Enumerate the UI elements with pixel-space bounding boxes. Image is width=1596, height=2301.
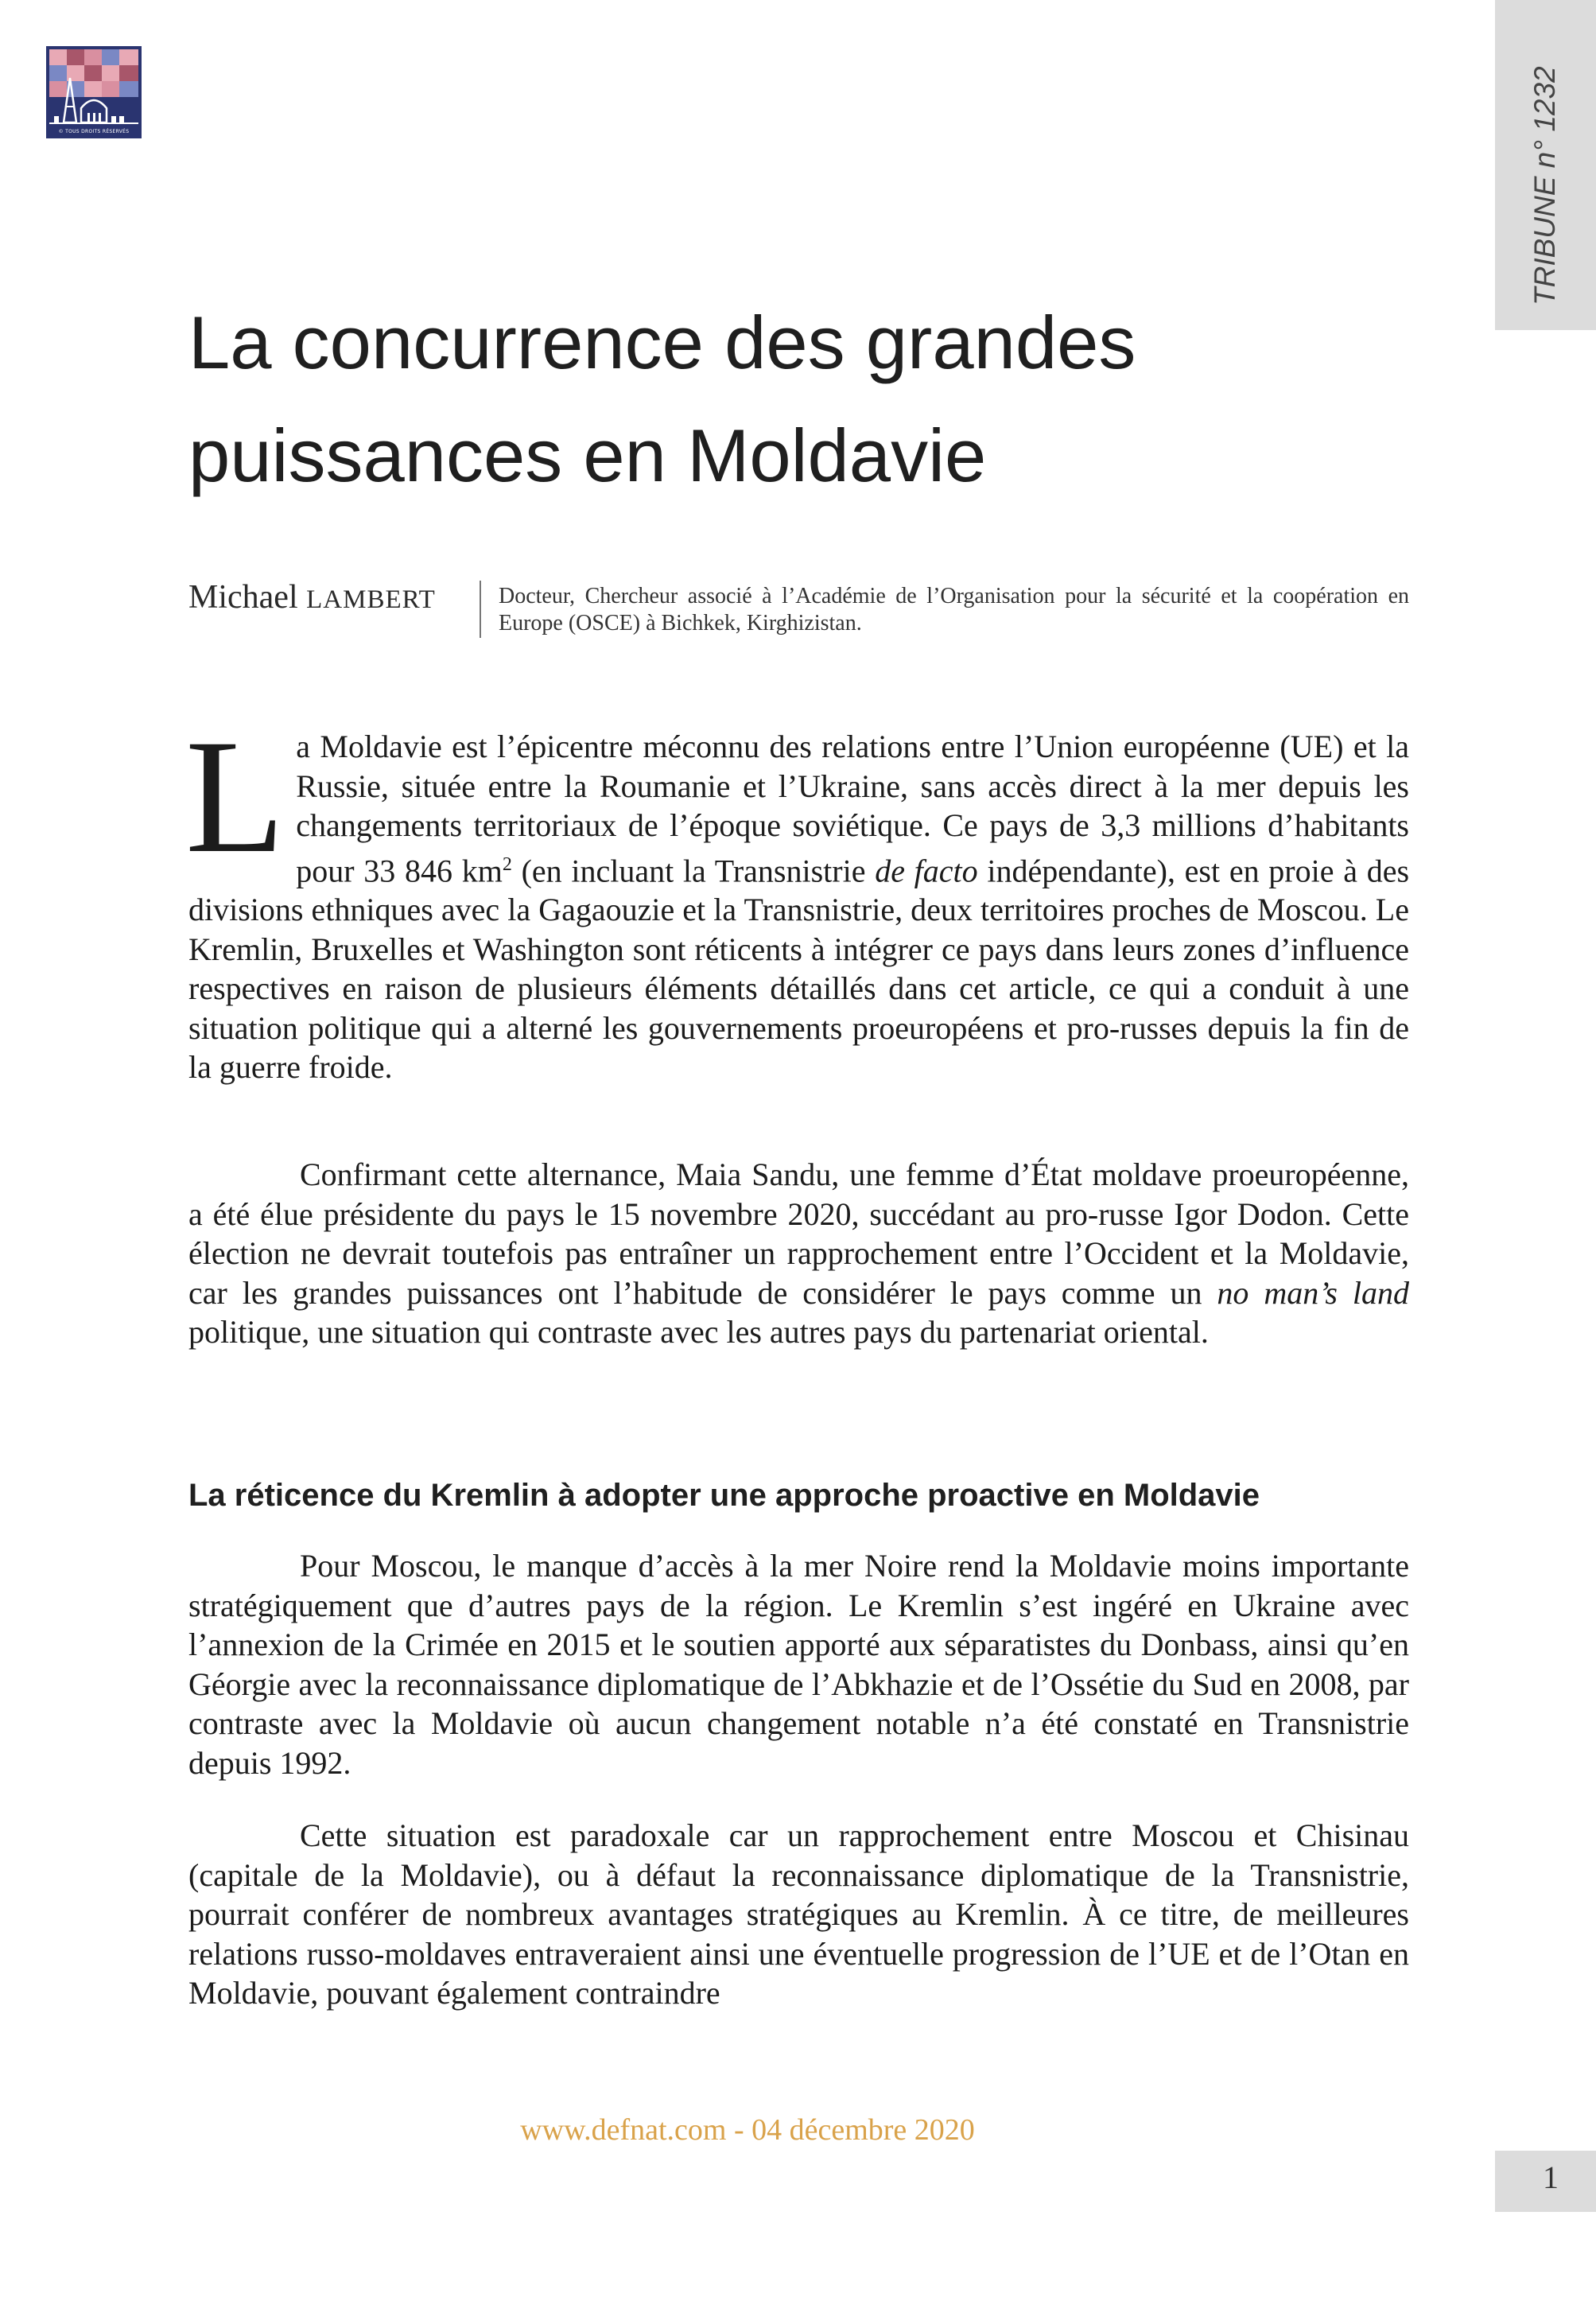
paragraph-1-text-c: indépendante), est en proie à des divisions ethniques avec la Gagaouzie et la Transnistrie, deux territoires proches de Moscou. Le Kremlin, Bruxelles et Washington sont réticents à intégrer ce pays dans leurs zones d’influence respectives en raison de plusieurs éléments détaillés dans cet article, ce qui a conduit à une situation politique qui a alterné les gouvernements proeuropéens et pro-russes depuis la fin de la guerre froide.: [188, 852, 1410, 1086]
paragraph-3: Pour Moscou, le manque d’accès à la mer Noire rend la Moldavie moins importante stratégiquement que d’autres pays de la région. Le Kremlin s’est ingéré en Ukraine avec l’annexion de la Crimée en 2015 et le soutien apporté aux séparatistes du Donbass, ainsi qu’en Géorgie avec la reconnaissance diplomatique de l’Abkhazie et de l’Ossétie du Sud en 2008, par contraste avec la Moldavie où aucun changement notable n’a été constaté en Transnistrie depuis 1992.: [188, 1548, 1409, 1781]
author-affiliation: Docteur, Chercheur associé à l’Académie de l’Organisation pour la sécurité et la coopération en Europe (OSCE) à Bichkek, Kirghizistan.: [499, 584, 1409, 635]
drop-cap: L: [185, 706, 285, 887]
paragraph-4: Cette situation est paradoxale car un rapprochement entre Moscou et Chisinau (capitale de la Moldavie), ou à défaut la reconnaissance diplomatique de la Transnistrie, pourrait conférer de nombreux avantages stratégiques au Kremlin. À ce titre, de meilleures relations russo-moldaves entraveraient ainsi une éventuelle progression de l’UE et de l’Otan en Moldavie, pouvant également contraindre: [188, 1817, 1409, 2011]
author-last-name: LAMBERT: [306, 585, 436, 614]
author-divider: [480, 581, 481, 638]
paragraph-1-text-a: a Moldavie est l’épicentre méconnu des relations entre l’Union européenne (UE) et la Russie, située entre la Roumanie et l’Ukraine, sans accès direct à la mer depuis les changements territoriaux de l’époque soviétique. Ce pays de 3,3 millions d’habitants pour 33 846 km: [296, 729, 1409, 888]
tribune-label: TRIBUNE n° 1232: [1528, 66, 1561, 305]
defnat-logo: [46, 46, 142, 138]
paragraph-2-text-b: politique, une situation qui contraste avec les autres pays du partenariat oriental.: [188, 1314, 1209, 1350]
paragraph-1-text-b: (en incluant la Transnistrie: [511, 852, 876, 888]
paragraph-1-italic: de facto: [875, 852, 978, 888]
paragraph-2-italic: no man’s land: [1217, 1274, 1409, 1311]
author-name: [188, 578, 436, 616]
superscript-2: 2: [502, 853, 512, 875]
paragraph-2: [188, 1155, 1409, 1352]
author-first-name: Michael: [188, 579, 307, 616]
section-heading: La réticence du Kremlin à adopter une approche proactive en Moldavie: [188, 1478, 1260, 1513]
article-title: La concurrence des grandes puissances en Moldavie: [188, 301, 1136, 497]
paragraph-2-text-a: Confirmant cette alternance, Maia Sandu, une femme d’État moldave proeuropéenne, a été élue présidente du pays le 15 novembre 2020, succédant au pro-russe Igor Dodon. Cette élection ne devrait toutefois pas entraîner un rapprochement entre l’Occident et la Moldavie, car les grandes puissances ont l’habitude de considérer le pays comme un: [188, 1156, 1409, 1311]
logo-caption: © TOUS DROITS RÉSERVÉS: [46, 127, 142, 137]
paragraph-1: [185, 706, 1410, 1087]
page-number: 1: [1543, 2159, 1559, 2195]
footer-url-date: www.defnat.com - 04 décembre 2020: [520, 2113, 975, 2147]
